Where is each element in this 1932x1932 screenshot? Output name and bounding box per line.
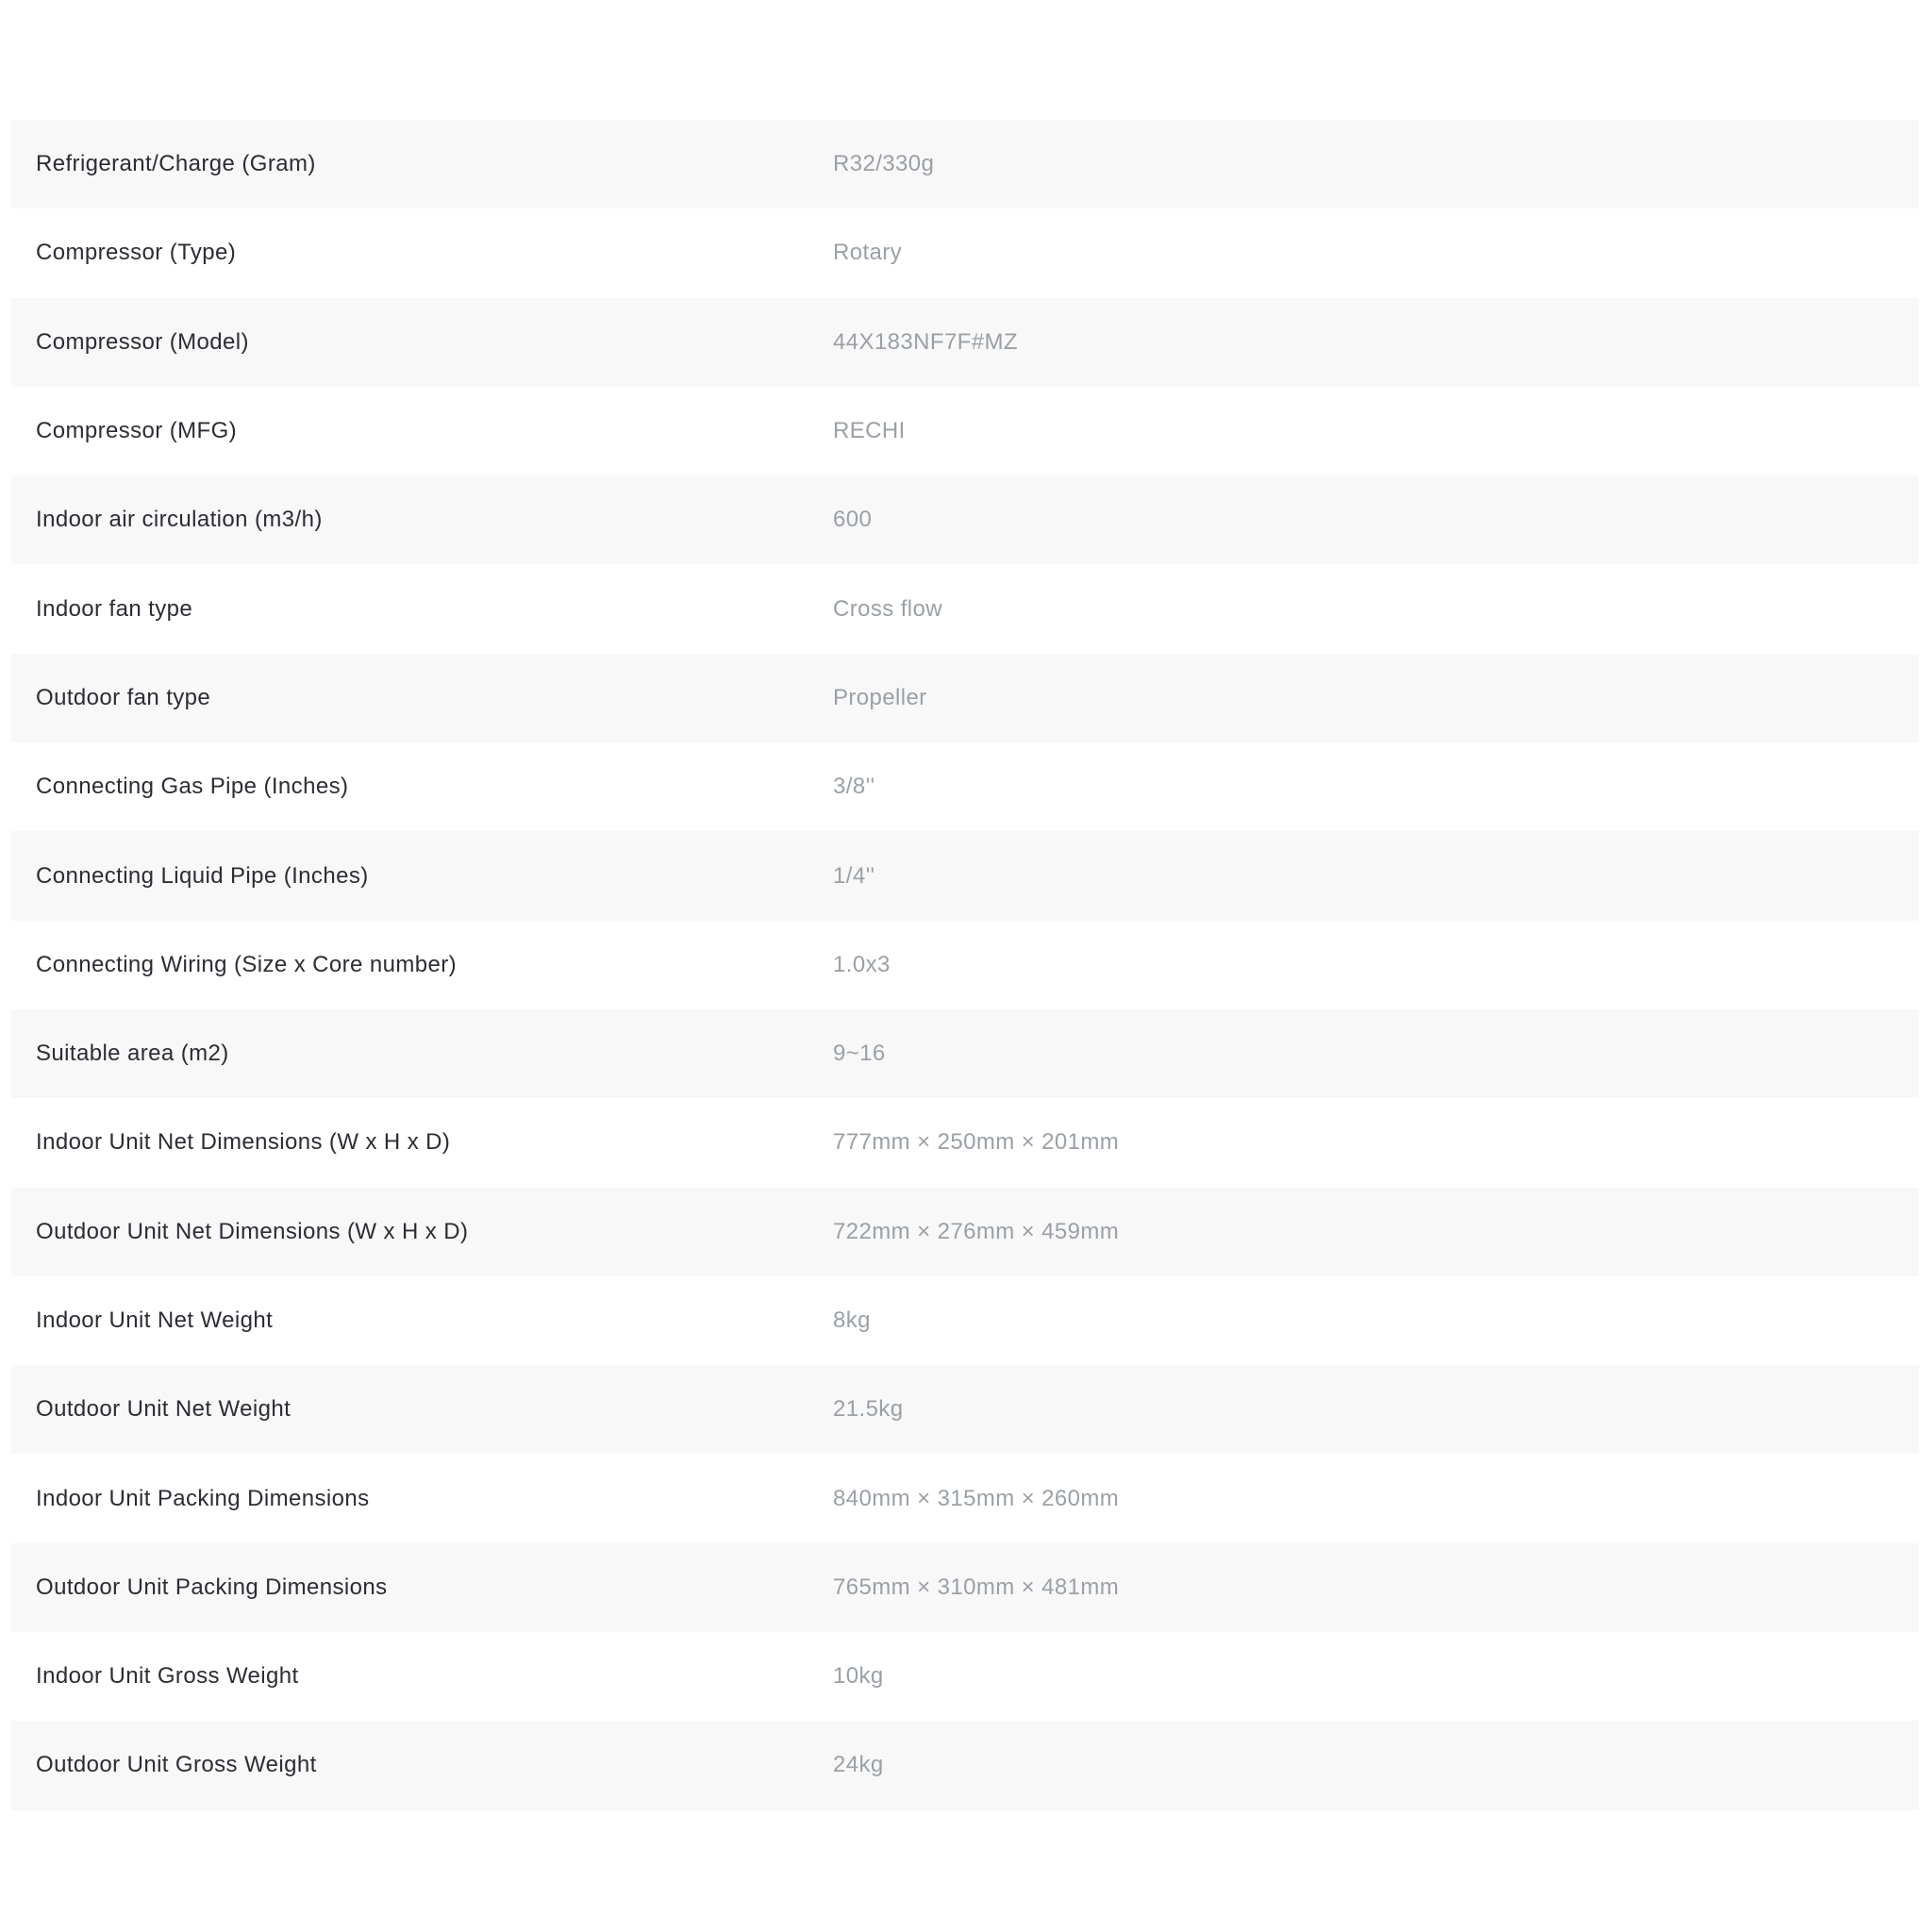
spec-value: 44X183NF7F#MZ <box>833 328 1018 355</box>
spec-label: Connecting Gas Pipe (Inches) <box>36 774 349 800</box>
spec-value: Rotary <box>833 240 903 266</box>
table-row <box>11 1454 1919 1542</box>
table-row <box>11 831 1919 920</box>
table-row <box>11 1009 1919 1098</box>
table-row <box>11 1632 1919 1721</box>
spec-value: 840mm × 315mm × 260mm <box>833 1485 1120 1511</box>
specifications-table <box>11 120 1919 1810</box>
spec-label: Indoor Unit Net Weight <box>36 1307 274 1333</box>
spec-label: Indoor Unit Net Dimensions (W x H x D) <box>36 1129 451 1156</box>
spec-value: 21.5kg <box>833 1396 904 1423</box>
spec-value: 8kg <box>833 1307 871 1333</box>
table-row <box>11 1098 1919 1187</box>
spec-value: 722mm × 276mm × 459mm <box>833 1218 1120 1244</box>
table-row <box>11 1543 1919 1632</box>
table-row <box>11 1276 1919 1365</box>
table-row <box>11 742 1919 831</box>
table-row <box>11 475 1919 564</box>
spec-label: Compressor (Type) <box>36 240 237 266</box>
spec-value: 9~16 <box>833 1041 886 1067</box>
spec-value: R32/330g <box>833 151 935 177</box>
spec-label: Indoor air circulation (m3/h) <box>36 507 323 533</box>
spec-value: Propeller <box>833 684 927 710</box>
table-row <box>11 1365 1919 1454</box>
spec-value: 10kg <box>833 1663 884 1690</box>
spec-label: Refrigerant/Charge (Gram) <box>36 151 316 177</box>
table-row <box>11 921 1919 1009</box>
spec-value: 765mm × 310mm × 481mm <box>833 1574 1120 1600</box>
spec-label: Compressor (MFG) <box>36 418 238 444</box>
table-row <box>11 208 1919 297</box>
table-row <box>11 298 1919 387</box>
spec-value: 24kg <box>833 1752 884 1778</box>
table-row <box>11 654 1919 742</box>
spec-value: 1/4'' <box>833 862 875 889</box>
spec-value: 777mm × 250mm × 201mm <box>833 1129 1120 1156</box>
spec-label: Suitable area (m2) <box>36 1041 229 1067</box>
spec-label: Outdoor Unit Packing Dimensions <box>36 1574 388 1600</box>
spec-value: 1.0x3 <box>833 951 891 977</box>
table-row <box>11 387 1919 475</box>
table-row <box>11 1721 1919 1809</box>
spec-value: 600 <box>833 507 873 533</box>
spec-value: RECHI <box>833 418 906 444</box>
spec-label: Outdoor Unit Gross Weight <box>36 1752 317 1778</box>
table-row <box>11 1188 1919 1276</box>
spec-value: Cross flow <box>833 595 943 622</box>
spec-label: Compressor (Model) <box>36 328 249 355</box>
table-row <box>11 120 1919 208</box>
table-row <box>11 564 1919 653</box>
spec-label: Outdoor Unit Net Weight <box>36 1396 291 1423</box>
spec-label: Indoor fan type <box>36 595 193 622</box>
spec-label: Connecting Liquid Pipe (Inches) <box>36 862 369 889</box>
spec-label: Indoor Unit Gross Weight <box>36 1663 299 1690</box>
spec-label: Outdoor fan type <box>36 684 211 710</box>
spec-label: Indoor Unit Packing Dimensions <box>36 1485 370 1511</box>
spec-label: Outdoor Unit Net Dimensions (W x H x D) <box>36 1218 469 1244</box>
spec-label: Connecting Wiring (Size x Core number) <box>36 951 458 977</box>
spec-value: 3/8'' <box>833 774 875 800</box>
